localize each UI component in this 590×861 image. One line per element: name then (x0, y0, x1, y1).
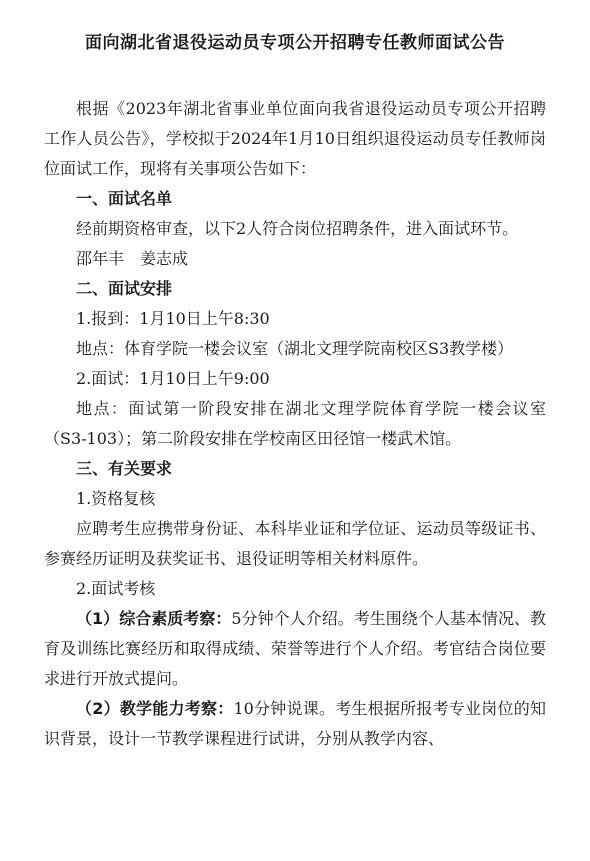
requirement2-title: 2.面试考核 (76, 579, 156, 598)
document-title: 面向湖北省退役运动员专项公开招聘专任教师面试公告 (85, 33, 505, 53)
registration-time: 1.报到：1月10日上午8:30 (76, 309, 270, 328)
requirement1-title: 1.资格复核 (76, 489, 156, 508)
requirement1-text: 应聘考生应携带身份证、本科毕业证和学位证、运动员等级证书、参赛经历证明及获奖证书、退役证明等相关材料原件。 (44, 519, 546, 568)
item1-text: 5分钟个人介绍。考生围绕个人基本情况、教育及训练比赛经历和取得成绩、荣誉等进行个人介绍。考官结合岗位要求进行开放式提问。 (44, 609, 546, 688)
registration-place: 地点：体育学院一楼会议室（湖北文理学院南校区S3教学楼） (76, 339, 514, 358)
section3-heading: 三、有关要求 (76, 459, 173, 478)
interview-place: 地点：面试第一阶段安排在湖北文理学院体育学院一楼会议室（S3-103）；第二阶段安排在学校南区田径馆一楼武术馆。 (44, 399, 546, 448)
requirement2-item1 (44, 604, 546, 694)
interview-time: 2.面试：1月10日上午9:00 (76, 369, 270, 388)
item2-text: 10分钟说课。考生根据所报考专业岗位的知识背景，设计一节教学课程进行试讲，分别从教学内容、 (44, 699, 546, 748)
item2-label: （2）教学能力考察： (76, 699, 234, 718)
section1-text: 经前期资格审查，以下2人符合岗位招聘条件，进入面试环节。 (76, 219, 519, 238)
item1-label: （1）综合素质考察： (76, 609, 232, 628)
section2-heading: 二、面试安排 (76, 279, 173, 298)
section1-heading: 一、面试名单 (76, 189, 173, 208)
candidate-names: 邵年丰 姜志成 (76, 249, 189, 268)
document-body (44, 94, 546, 754)
requirement2-item2 (44, 694, 546, 754)
intro-paragraph: 根据《2023年湖北省事业单位面向我省退役运动员专项公开招聘工作人员公告》，学校拟于2024年1月10日组织退役运动员专任教师岗位面试工作，现将有关事项公告如下： (44, 99, 546, 178)
